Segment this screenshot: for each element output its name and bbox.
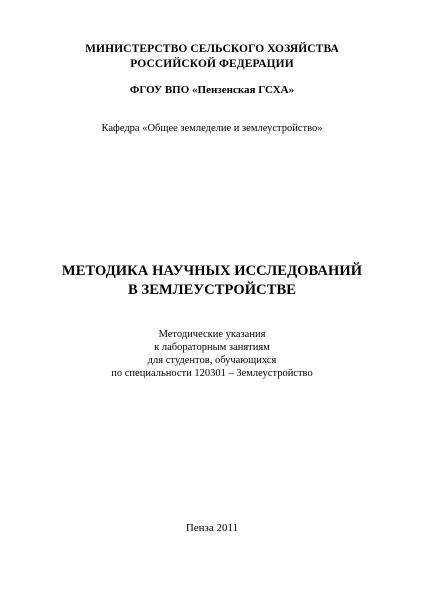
document-title-line-1: МЕТОДИКА НАУЧНЫХ ИССЛЕДОВАНИЙ (61, 263, 363, 279)
place-and-year: Пенза 2011 (185, 522, 239, 534)
document-title-line-2: В ЗЕМЛЕУСТРОЙСТВЕ (127, 282, 297, 298)
subtitle-line-2: к лабораторным занятиям (154, 342, 270, 353)
ministry-line-1: МИНИСТЕРСТВО СЕЛЬСКОГО ХОЗЯЙСТВА (85, 43, 339, 55)
ministry-line-2: РОССИЙСКОЙ ФЕДЕРАЦИИ (130, 58, 294, 70)
subtitle-line-4: по специальности 120301 – Землеустройство (111, 368, 313, 379)
subtitle-line-1: Методические указания (158, 329, 266, 340)
institution-name: ФГОУ ВПО «Пензенская ГСХА» (129, 84, 295, 96)
department-name: Кафедра «Общее земледелие и землеустройство» (101, 123, 323, 134)
subtitle-line-3: для студентов, обучающихся (147, 355, 277, 366)
